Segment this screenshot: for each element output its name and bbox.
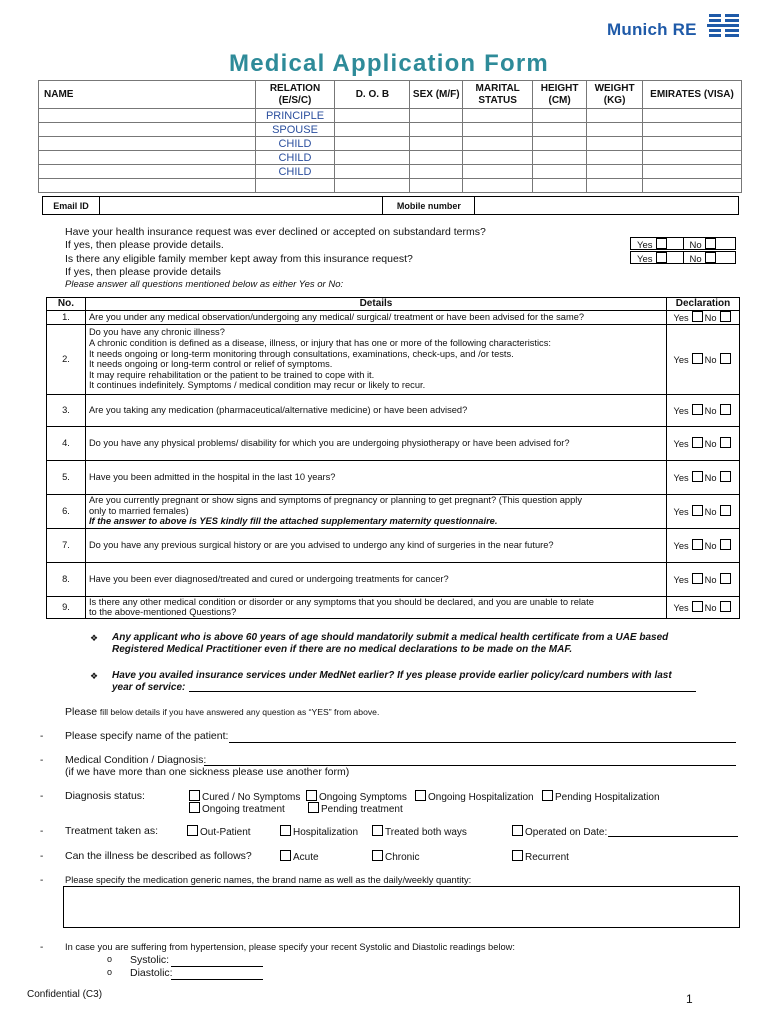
yes-label: Yes <box>673 438 689 449</box>
question-text-line: It needs ongoing or long-term monitoring through consultations, examinations, check-ups, and /or tests. <box>88 348 514 359</box>
dash-bullet: - <box>40 791 44 802</box>
no-checkbox[interactable] <box>720 601 731 612</box>
relation-cell <box>255 179 335 193</box>
intro-question-declined-followup: If yes, then please provide details. <box>65 239 224 251</box>
question-number: 4. <box>47 426 86 460</box>
declaration-cell <box>667 394 740 426</box>
declaration-cell <box>667 596 740 618</box>
illness-option-chronic[interactable]: Chronic <box>369 850 419 863</box>
no-checkbox[interactable] <box>705 252 716 263</box>
medication-label: Please specify the medication generic names, the brand name as well as the daily/weekly quantity: <box>65 875 472 885</box>
intro-question-declined: Have your health insurance request was ever declined or accepted on substandard terms? <box>65 226 486 238</box>
declaration-cell <box>667 311 740 325</box>
question-row <box>47 426 740 460</box>
page-title: Medical Application Form <box>229 50 549 77</box>
diastolic-label: Diastolic: <box>130 967 173 979</box>
diagnosis-option-ongoing-treatment[interactable]: Ongoing treatment <box>186 802 285 815</box>
yes-label: Yes <box>673 602 689 613</box>
yes-checkbox[interactable] <box>692 353 703 364</box>
checkbox[interactable] <box>512 825 523 836</box>
question-number: 6. <box>47 494 86 528</box>
header-dob: D. O. B <box>335 81 410 109</box>
bullet-icon: ❖ <box>90 671 99 681</box>
no-label: No <box>704 405 717 416</box>
yes-checkbox[interactable] <box>692 471 703 482</box>
yes-option[interactable]: Yes <box>631 238 683 249</box>
intro-question-family: Is there any eligible family member kept away from this insurance request? <box>65 253 413 265</box>
question-details <box>85 460 666 494</box>
yes-label: Yes <box>673 506 689 517</box>
member-row <box>39 179 742 193</box>
patient-name-input[interactable] <box>229 742 736 743</box>
col-declaration: Declaration <box>667 298 740 311</box>
header-name: NAME <box>39 81 256 109</box>
checkbox[interactable] <box>187 825 198 836</box>
relation-cell: PRINCIPLE <box>255 109 335 123</box>
checkbox[interactable] <box>372 850 383 861</box>
relation-cell: CHILD <box>255 151 335 165</box>
dash-bullet: - <box>40 851 44 862</box>
condition-label: Medical Condition / Diagnosis: <box>65 754 207 766</box>
question-text-line: A chronic condition is defined as a disease, illness, or injury that has one or more of the following characteristics: <box>88 337 551 348</box>
dash-bullet: - <box>40 731 44 742</box>
no-label: No <box>704 602 717 613</box>
member-row <box>39 123 742 137</box>
question-number: 3. <box>47 394 86 426</box>
condition-hint: (if we have more than one sickness please use another form) <box>65 766 350 778</box>
no-label: No <box>704 574 717 585</box>
mobile-field[interactable] <box>475 197 739 215</box>
yes-checkbox[interactable] <box>692 437 703 448</box>
no-checkbox[interactable] <box>720 404 731 415</box>
no-checkbox[interactable] <box>720 437 731 448</box>
question-details <box>85 426 666 460</box>
munich-re-logo-icon <box>707 14 741 40</box>
checkbox[interactable] <box>542 790 553 801</box>
declaration-cell <box>667 562 740 596</box>
hypertension-label: In case you are suffering from hypertension, please specify your recent Systolic and Diastolic readings below: <box>65 942 515 952</box>
bullet-icon: ❖ <box>90 633 99 643</box>
question-row <box>47 596 740 618</box>
header-weight: WEIGHT (KG) <box>587 81 643 109</box>
yes-label: Yes <box>673 354 689 365</box>
question-details <box>85 528 666 562</box>
yes-label: Yes <box>673 574 689 585</box>
question-row <box>47 324 740 394</box>
member-row <box>39 165 742 179</box>
member-row <box>39 137 742 151</box>
dash-bullet: - <box>40 755 44 766</box>
checkbox[interactable] <box>189 802 200 813</box>
patient-name-label: Please specify name of the patient: <box>65 730 229 742</box>
no-label: No <box>704 313 717 323</box>
systolic-input[interactable] <box>171 966 263 967</box>
checkbox[interactable] <box>306 790 317 801</box>
declaration-cell <box>667 324 740 394</box>
no-checkbox[interactable] <box>720 353 731 364</box>
checkbox[interactable] <box>280 825 291 836</box>
no-checkbox[interactable] <box>720 311 731 322</box>
checkbox[interactable] <box>372 825 383 836</box>
header-sex: SEX (M/F) <box>410 81 463 109</box>
no-checkbox[interactable] <box>720 505 731 516</box>
no-checkbox[interactable] <box>720 471 731 482</box>
company-logo-text: Munich RE <box>607 20 697 39</box>
no-label: No <box>704 540 717 551</box>
question-details <box>85 562 666 596</box>
question-text-line: It needs ongoing or long-term control or relief of symptoms. <box>88 359 333 370</box>
diagnosis-option-ongoing-hospitalization[interactable]: Ongoing Hospitalization <box>412 790 534 803</box>
email-field[interactable] <box>99 197 383 215</box>
question-number: 5. <box>47 460 86 494</box>
question-row <box>47 311 740 325</box>
diastolic-input[interactable] <box>171 979 263 980</box>
circle-bullet-icon: o <box>107 954 113 964</box>
yes-label: Yes <box>673 405 689 416</box>
question-text-line: It may require rehabilitation or the patient to be trained to cope with it. <box>88 369 375 380</box>
diagnosis-option-cured[interactable]: Cured / No Symptoms <box>186 790 300 803</box>
confidential-label: Confidential (C3) <box>27 989 103 1000</box>
question-details <box>85 394 666 426</box>
treatment-option-both[interactable]: Treated both ways <box>369 825 467 838</box>
checkbox[interactable] <box>189 790 200 801</box>
yes-checkbox[interactable] <box>692 573 703 584</box>
question-text-line: Do you have any physical problems/ disability for which you are undergoing physiotherapy or have been advised for? <box>88 437 570 448</box>
no-label: No <box>704 354 717 365</box>
question-row <box>47 460 740 494</box>
page-number: 1 <box>686 992 693 1006</box>
checkbox[interactable] <box>280 850 291 861</box>
dash-bullet: - <box>40 826 44 837</box>
yes-label: Yes <box>673 472 689 483</box>
yes-label: Yes <box>673 540 689 551</box>
yes-checkbox[interactable] <box>692 404 703 415</box>
question-emphasis-line: If the answer to above is YES kindly fill the attached supplementary maternity questionnaire. <box>88 516 498 527</box>
dash-bullet: - <box>40 875 44 886</box>
question-row <box>47 394 740 426</box>
question-text-line: Do you have any previous surgical history or are you advised to undergo any kind of surgeries in the near future? <box>88 539 554 550</box>
question-details <box>85 324 666 394</box>
mobile-label: Mobile number <box>383 197 475 215</box>
question-text-line: only to married females) <box>88 505 189 516</box>
member-row <box>39 151 742 165</box>
yes-label: Yes <box>673 313 689 323</box>
members-table <box>38 80 742 193</box>
question-text-line: Have you been ever diagnosed/treated and cured or undergoing treatments for cancer? <box>88 573 449 584</box>
no-checkbox[interactable] <box>720 573 731 584</box>
intro-questions <box>65 226 615 291</box>
note-age-certificate: Any applicant who is above 60 years of age should mandatorily submit a medical health certificate from a UAE based Registered Medical Practitioner even if there are no medical declarations to be made on the MAF. <box>112 632 669 655</box>
member-row <box>39 109 742 123</box>
col-no: No. <box>47 298 86 311</box>
question-text-line: Are you under any medical observation/undergoing any medical/ surgical/ treatment or have been advised for the same? <box>88 312 585 322</box>
relation-cell: CHILD <box>255 165 335 179</box>
question-row <box>47 494 740 528</box>
diagnosis-option-pending-hospitalization[interactable]: Pending Hospitalization <box>539 790 660 803</box>
note-mednet: Have you availed insurance services under MedNet earlier? If yes please provide earlier policy/card numbers with last year of service: <box>112 670 672 693</box>
treatment-label: Treatment taken as: <box>65 825 158 837</box>
declaration-cell <box>667 494 740 528</box>
yes-no-box-family <box>630 251 736 264</box>
question-number: 9. <box>47 596 86 618</box>
question-number: 8. <box>47 562 86 596</box>
declaration-cell <box>667 528 740 562</box>
operated-date-input[interactable] <box>608 836 738 837</box>
question-text-line: Have you been admitted in the hospital in the last 10 years? <box>88 471 336 482</box>
intro-question-family-followup: If yes, then please provide details <box>65 266 221 278</box>
col-details: Details <box>85 298 666 311</box>
question-number: 7. <box>47 528 86 562</box>
no-label: No <box>704 506 717 517</box>
treatment-option-operated[interactable]: Operated on Date: <box>509 825 607 838</box>
question-text-line: Are you currently pregnant or show signs and symptoms of pregnancy or planning to get pregnant? (This question apply <box>88 495 582 506</box>
no-checkbox[interactable] <box>705 238 716 249</box>
header-height: HEIGHT (CM) <box>533 81 587 109</box>
relation-cell: SPOUSE <box>255 123 335 137</box>
question-text-line: Do you have any chronic illness? <box>88 327 225 338</box>
header-relation: RELATION (E/S/C) <box>255 81 335 109</box>
contact-table <box>42 196 739 215</box>
yes-checkbox[interactable] <box>692 601 703 612</box>
diagnosis-status-label: Diagnosis status: <box>65 790 145 802</box>
question-row <box>47 562 740 596</box>
dash-bullet: - <box>40 942 44 953</box>
question-number: 2. <box>47 324 86 394</box>
question-details <box>85 311 666 325</box>
diagnosis-option-pending-treatment[interactable]: Pending treatment <box>305 802 403 815</box>
yes-checkbox[interactable] <box>692 311 703 322</box>
no-checkbox[interactable] <box>720 539 731 550</box>
yes-checkbox[interactable] <box>656 238 667 249</box>
header-emirates: EMIRATES (VISA) <box>643 81 742 109</box>
declaration-cell <box>667 460 740 494</box>
questions-table <box>46 297 740 619</box>
checkbox[interactable] <box>308 802 319 813</box>
yes-checkbox[interactable] <box>692 505 703 516</box>
question-text-line: Are you taking any medication (pharmaceutical/alternative medicine) or have been advised? <box>88 404 468 415</box>
question-details <box>85 494 666 528</box>
relation-cell: CHILD <box>255 137 335 151</box>
checkbox[interactable] <box>415 790 426 801</box>
question-details <box>85 596 666 618</box>
yes-checkbox[interactable] <box>692 539 703 550</box>
yes-checkbox[interactable] <box>656 252 667 263</box>
no-label: No <box>704 438 717 449</box>
question-number: 1. <box>47 311 86 325</box>
diagnosis-option-ongoing-symptoms[interactable]: Ongoing Symptoms <box>303 790 407 803</box>
question-row <box>47 528 740 562</box>
medication-textarea[interactable] <box>63 886 740 928</box>
no-label: No <box>704 472 717 483</box>
checkbox[interactable] <box>512 850 523 861</box>
illness-option-recurrent[interactable]: Recurrent <box>509 850 569 863</box>
question-text-line: It continues indefinitely. Symptoms / medical condition may recur or likely to recur. <box>88 380 426 391</box>
systolic-label: Systolic: <box>130 954 170 966</box>
no-option[interactable]: No <box>683 252 736 263</box>
yes-no-box-declined <box>630 237 736 250</box>
header-marital-status: MARITAL STATUS <box>463 81 533 109</box>
details-intro: Please fill below details if you have answered any question as “YES” from above. <box>65 706 380 718</box>
question-text-line: Is there any other medical condition or disorder or any symptoms that you should be declared, and you are unable to relate <box>88 596 594 607</box>
yes-option[interactable]: Yes <box>631 252 683 263</box>
circle-bullet-icon: o <box>107 967 113 977</box>
declaration-cell <box>667 426 740 460</box>
question-text-line: to the above-mentioned Questions? <box>88 607 237 618</box>
treatment-option-outpatient[interactable]: Out-Patient <box>184 825 251 838</box>
email-label: Email ID <box>43 197 100 215</box>
illness-label: Can the illness be described as follows? <box>65 850 252 862</box>
illness-option-acute[interactable]: Acute <box>277 850 319 863</box>
no-option[interactable]: No <box>683 238 736 249</box>
intro-note: Please answer all questions mentioned below as either Yes or No: <box>65 279 344 290</box>
treatment-option-hospitalization[interactable]: Hospitalization <box>277 825 358 838</box>
earlier-policy-input[interactable] <box>189 691 696 692</box>
